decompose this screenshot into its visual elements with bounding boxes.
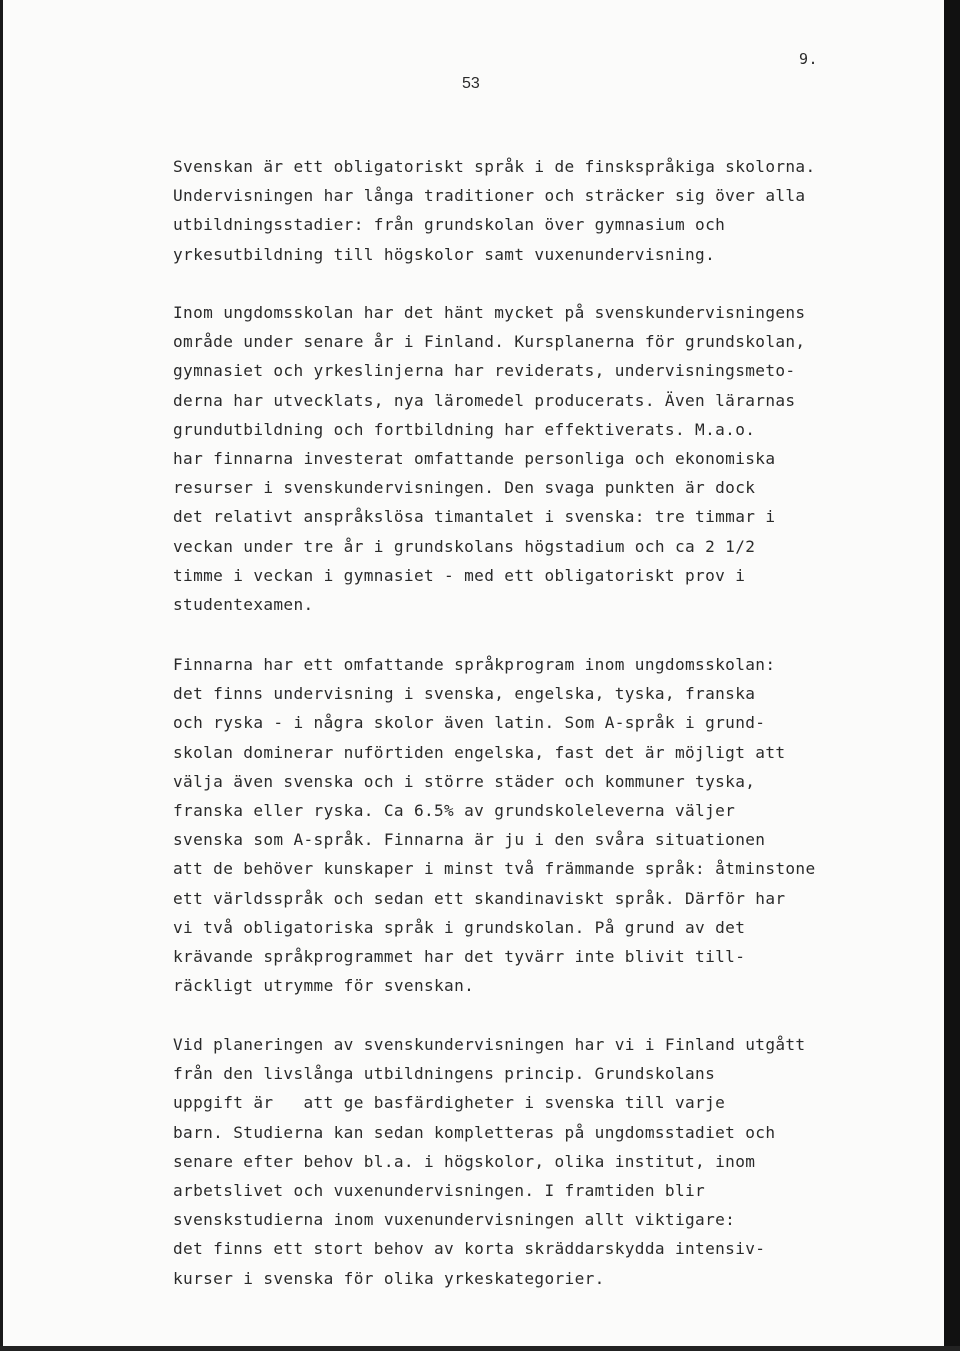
text-line: yrkesutbildning till högskolor samt vuxenundervisning. (173, 244, 716, 264)
text-line: grundutbildning och fortbildning har effektiverats. M.a.o. (173, 419, 756, 439)
text-line: det finns ett stort behov av korta skräddarskydda intensiv- (173, 1239, 766, 1259)
paragraph-4 (173, 1030, 933, 1293)
text-line: svenska som A-språk. Finnarna är ju i den svåra situationen (173, 830, 766, 850)
text-line: Svenskan är ett obligatoriskt språk i de finskspråkiga skolorna. (173, 157, 816, 176)
paragraph-3 (173, 650, 933, 1000)
text-line: svenskstudierna inom vuxenundervisningen allt viktigare: (173, 1210, 736, 1230)
text-line: räckligt utrymme för svenskan. (173, 976, 475, 996)
text-line: barn. Studierna kan sedan kompletteras på ungdomsstadiet och (173, 1122, 776, 1142)
scan-edge-left (0, 0, 3, 1351)
text-line: krävande språkprogrammet har det tyvärr inte blivit till- (173, 946, 746, 966)
text-line: Undervisningen har långa traditioner och sträcker sig över alla (173, 186, 806, 206)
text-line: att de behöver kunskaper i minst två främmande språk: åtminstone (173, 859, 816, 879)
text-line: det finns undervisning i svenska, engelska, tyska, franska (173, 684, 756, 704)
text-line: timme i veckan i gymnasiet - med ett obligatoriskt prov i (173, 565, 746, 585)
text-line: skolan dominerar nuförtiden engelska, fast det är möjligt att (173, 742, 786, 762)
text-line: har finnarna investerat omfattande personliga och ekonomiska (173, 448, 776, 468)
text-line: och ryska - i några skolor även latin. Som A-språk i grund- (173, 713, 766, 733)
text-line: studentexamen. (173, 594, 314, 614)
text-line: utbildningsstadier: från grundskolan över gymnasium och (173, 215, 726, 235)
text-line: område under senare år i Finland. Kursplanerna för grundskolan, (173, 332, 806, 352)
text-line: från den livslånga utbildningens princip. Grundskolans (173, 1064, 716, 1084)
text-line: välja även svenska och i större städer och kommuner tyska, (173, 771, 756, 791)
paragraph-1 (173, 152, 933, 269)
text-line: Inom ungdomsskolan har det hänt mycket på svenskundervisningens (173, 303, 806, 322)
text-line: ett världsspråk och sedan ett skandinaviskt språk. Därför har (173, 888, 786, 908)
text-line: kurser i svenska för olika yrkeskategorier. (173, 1268, 605, 1288)
text-line: det relativt anspråkslösa timantalet i svenska: tre timmar i (173, 507, 776, 527)
text-line: franska eller ryska. Ca 6.5% av grundskoleleverna väljer (173, 800, 736, 820)
text-line: gymnasiet och yrkeslinjerna har reviderats, undervisningsmeto- (173, 361, 796, 381)
text-line: veckan under tre år i grundskolans högstadium och ca 2 1/2 (173, 536, 756, 556)
text-line: vi två obligatoriska språk i grundskolan. På grund av det (173, 917, 746, 937)
paragraph-2 (173, 298, 933, 619)
original-page-number: 53 (462, 75, 480, 92)
text-line: resurser i svenskundervisningen. Den svaga punkten är dock (173, 478, 756, 498)
page-number: 9. (799, 50, 819, 68)
text-line: uppgift är att ge basfärdigheter i svenska till varje (173, 1093, 726, 1113)
scan-edge-bottom (0, 1346, 960, 1351)
text-line: derna har utvecklats, nya läromedel producerats. Även lärarnas (173, 390, 796, 410)
text-line: arbetslivet och vuxenundervisningen. I framtiden blir (173, 1180, 706, 1200)
scan-edge-right (944, 0, 960, 1351)
text-line: Vid planeringen av svenskundervisningen har vi i Finland utgått (173, 1035, 806, 1054)
text-line: Finnarna har ett omfattande språkprogram inom ungdomsskolan: (173, 655, 776, 674)
text-line: senare efter behov bl.a. i högskolor, olika institut, inom (173, 1151, 756, 1171)
